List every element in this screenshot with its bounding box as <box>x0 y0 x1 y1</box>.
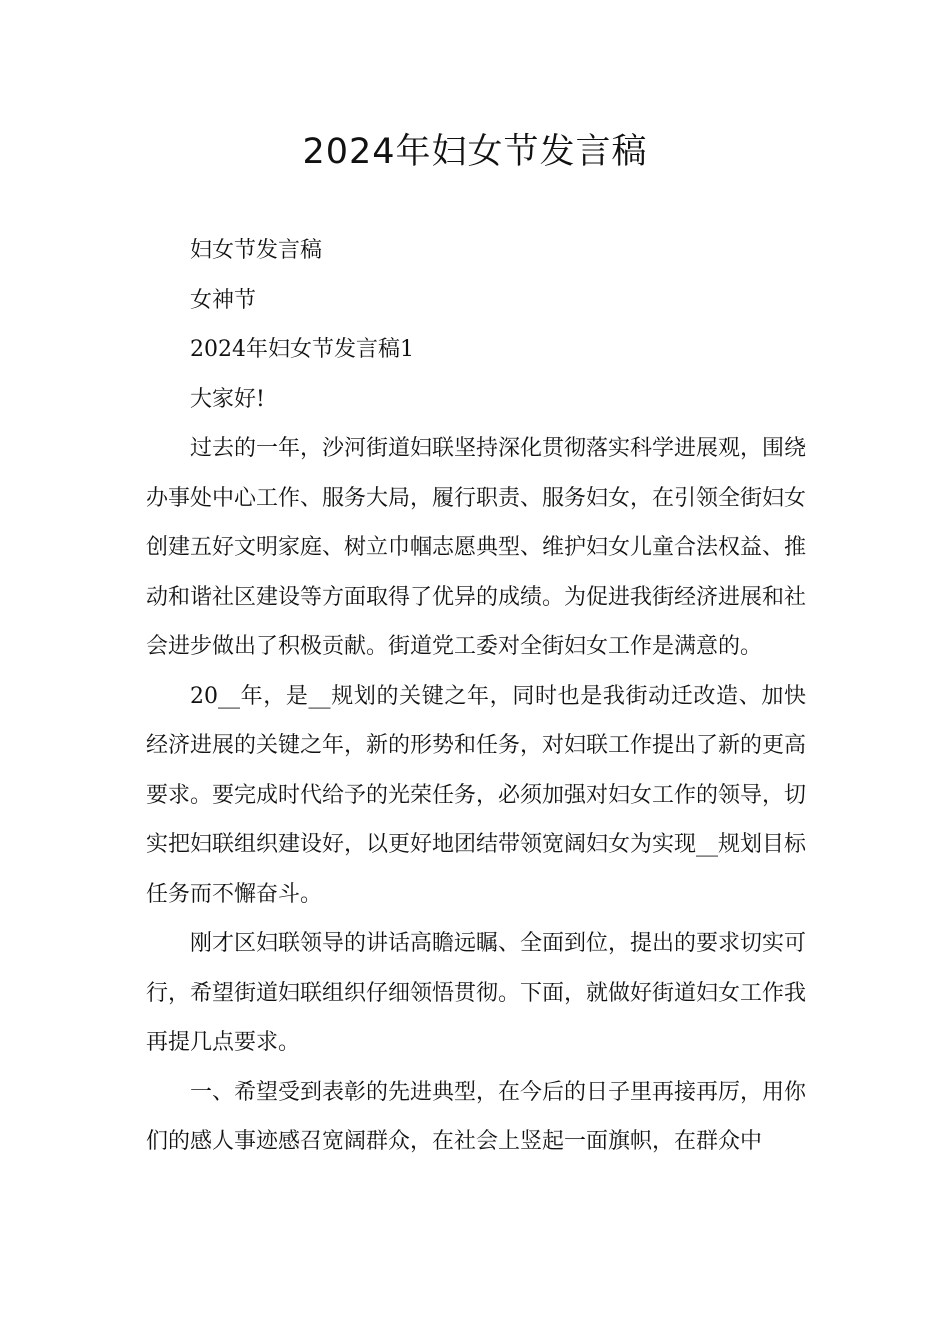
paragraph-body: 20__年，是__规划的关键之年，同时也是我街动迁改造、加快经济进展的关键之年，新的形势和任务，对妇联工作提出了新的更高要求。要完成时代给予的光荣任务，必须加强对妇女工作的领导，切实把妇联组织建设好，以更好地团结带领宽阔妇女为实现__规划目标任务而不懈奋斗。 <box>146 683 807 907</box>
document-body <box>146 226 806 1167</box>
paragraph-body: 刚才区妇联领导的讲话高瞻远瞩、全面到位，提出的要求切实可行，希望街道妇联组织仔细领悟贯彻。下面，就做好街道妇女工作我再提几点要求。 <box>146 931 807 1055</box>
paragraph-greeting: 大家好! <box>190 386 265 412</box>
paragraph-heading: 2024年妇女节发言稿1 <box>190 337 414 362</box>
paragraph-body: 一、希望受到表彰的先进典型，在今后的日子里再接再厉，用你们的感人事迹感召宽阔群众，在社会上竖起一面旗帜，在群众中 <box>146 1079 807 1154</box>
paragraph-subtitle: 妇女节发言稿 <box>190 238 323 263</box>
paragraph-body: 过去的一年，沙河街道妇联坚持深化贯彻落实科学进展观，围绕办事处中心工作、服务大局，履行职责、服务妇女，在引领全街妇女创建五好文明家庭、树立巾帼志愿典型、维护妇女儿童合法权益、推动和谐社区建设等方面取得了优异的成绩。为促进我街经济进展和社会进步做出了积极贡献。街道党工委对全街妇女工作是满意的。 <box>146 436 807 659</box>
paragraph-tag: 女神节 <box>190 287 257 313</box>
document-title: 2024年妇女节发言稿 <box>302 132 648 172</box>
